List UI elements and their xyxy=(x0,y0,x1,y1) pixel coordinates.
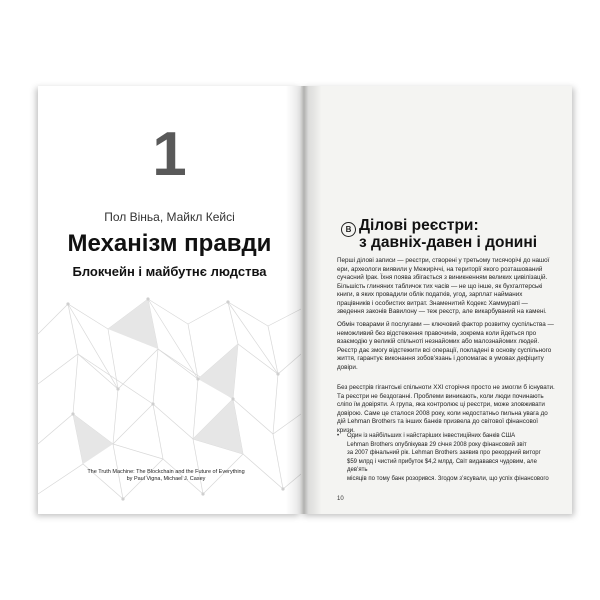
paragraph: Без реєстрів гігантські спільноти XXI сторіччя просто не змогли б існувати. Та реєстри не бездоганні. Проблеми виникають, коли люди починають сліпо їм довіряти. А група, яка контролює ці реєстри, може зловживати довірою. Саме це сталося 2008 року, коли недостатньо пильна увага до дій Lehman Brothers та інших банків призвела до світової фінансової кризи. xyxy=(337,384,555,434)
footnote-text: за 2007 фінальний рік. Lehman Brothers заявив про рекордний виторг xyxy=(347,450,541,456)
footnote-item xyxy=(337,432,555,441)
footnote-bullet-icon: • xyxy=(337,433,340,439)
original-title: The Truth Machine: The Blockchain and the Future of Everything xyxy=(87,469,245,475)
paragraph: Перші ділові записи — реєстри, створені у третьому тисячорічі до нашої ери, археологи виявили у Межиріччі, на території якого розташований сучасний Ірак. Їхня поява збігається з виникненням великих цивілізацій. Більшість глиняних табличок тих часів — не що інше, як бухгалтерські книги, в яких провадили облік податків, угод, зарплат найманих працівників і особистих витрат. Знаменитий Кодекс Хаммурапі — зведення законів Вавилону — теж реєстр, але викарбуваний на камені. xyxy=(337,257,550,315)
book-title: Механізм правди xyxy=(67,230,272,257)
left-page xyxy=(38,86,301,514)
section-title-line1: Ділові реєстри: xyxy=(359,217,479,234)
footnote-item xyxy=(337,475,555,484)
paragraph: Обмін товарами й послугами — ключовий фактор розвитку суспільства — неможливий без відстеження правочинів, зокрема коли йдеться про взаємодію у великій спільноті незнайомих або малознайомих людей. Реєстр дає змогу відстежити всі операції, покладені в основу суспільного життя, гарантує виконання зобов’язань і допомагає в умовах дефіциту довіри. xyxy=(337,321,554,371)
footnote-item xyxy=(337,449,555,458)
footnote-list xyxy=(337,432,555,483)
section-title xyxy=(359,217,559,251)
right-page xyxy=(301,86,572,514)
section-icon: B xyxy=(341,222,356,237)
open-book xyxy=(38,86,572,514)
chapter-number: 1 xyxy=(152,120,187,189)
footnote-text: $59 млрд і чистий прибуток $4,2 млрд. Світ видавався чудовим, але дев’ять xyxy=(347,458,537,473)
footnote-text: Один із найбільших і найстаріших інвестиційних банків США xyxy=(347,433,516,439)
book-subtitle: Блокчейн і майбутнє людства xyxy=(72,264,267,279)
original-title-block xyxy=(50,469,282,483)
footnote-item xyxy=(337,441,555,450)
footnote-text: місяців по тому банк розорився. Згодом з’ясували, що успіх фінансового xyxy=(347,475,549,482)
section-title-line2: з давніх-давен і донині xyxy=(359,234,538,251)
footnote-text: Lehman Brothers опублікував 29 січня 2008 року фінансовий звіт xyxy=(347,441,527,448)
original-authors: by Paul Vigna, Michael J. Casey xyxy=(126,476,206,482)
page-number: 10 xyxy=(337,496,344,502)
book-authors: Пол Віньа, Майкл Кейсі xyxy=(104,210,235,224)
footnote-item xyxy=(337,458,555,475)
